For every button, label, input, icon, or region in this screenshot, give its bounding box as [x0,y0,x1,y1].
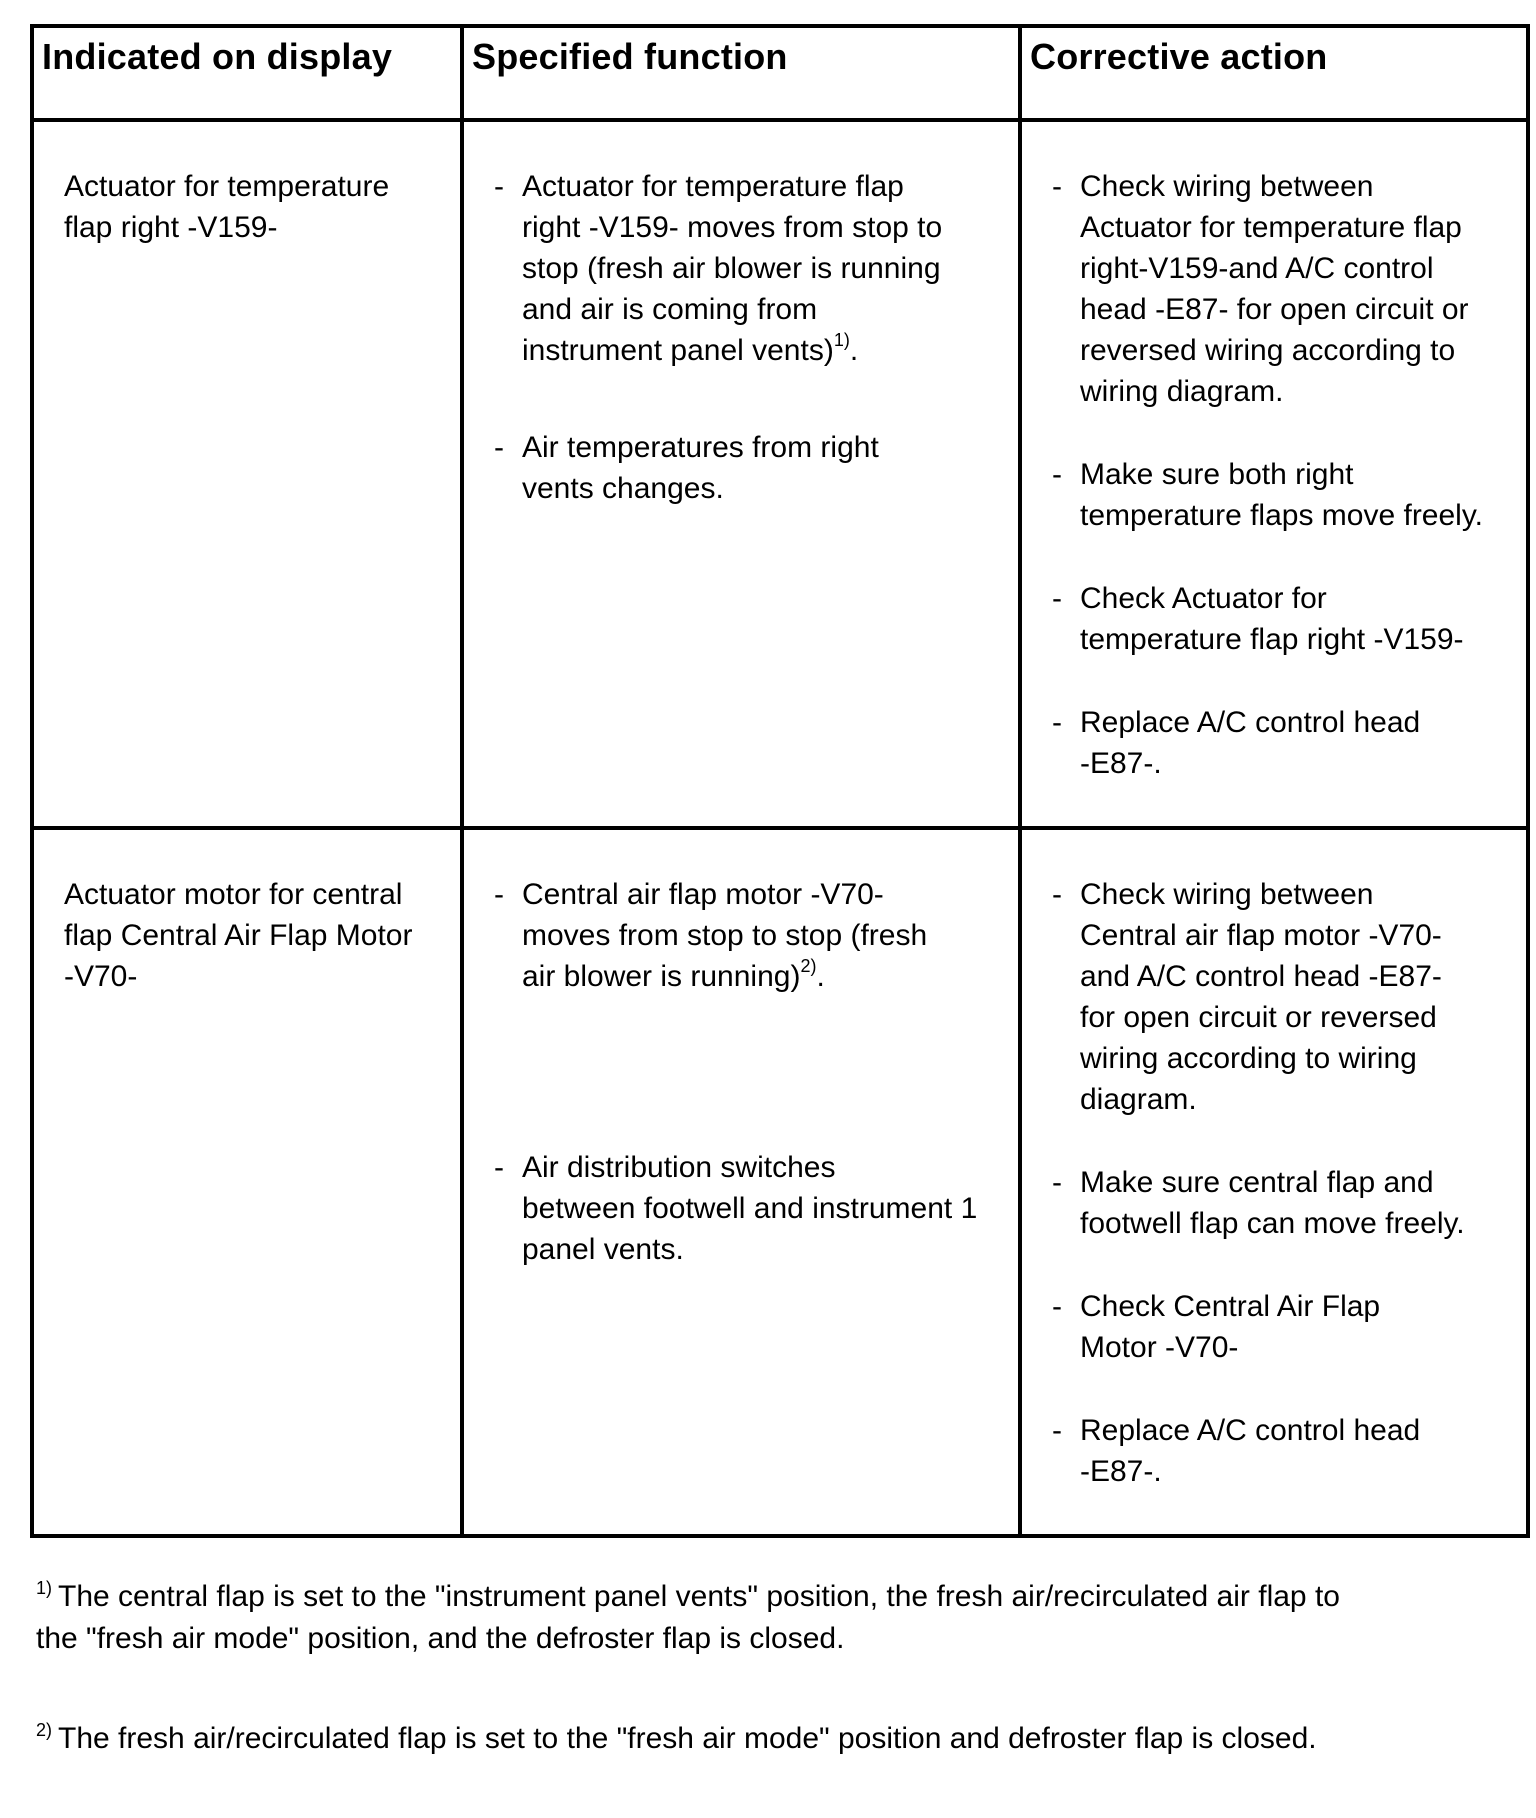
footnote-marker: 2) [36,1720,53,1740]
diagnostic-table [30,24,1530,1538]
table-row [32,828,1528,1536]
list-item: - Check Central Air Flap Motor -V70- [1052,1286,1502,1368]
indicated-cell [32,828,462,1536]
function-cell [462,120,1020,828]
footnote-text: The central flap is set to the "instrument panel vents" position, the fresh air/recirculated air flap to the "fresh air mode" position, and the defroster flap is closed. [36,1580,1340,1655]
function-list [464,830,1018,1270]
footnote-text: The fresh air/recirculated flap is set to the "fresh air mode" position and defroster flap is closed. [58,1722,1317,1755]
indicated-cell [32,120,462,828]
footnote-ref: 1) [833,330,850,350]
header-indicated-on-display: Indicated on display [32,26,462,120]
list-item: - Replace A/C control head -E87-. [1052,1410,1502,1492]
function-list [464,122,1018,509]
footnote-ref: 2) [800,956,817,976]
footnotes [36,1576,1516,1818]
action-list [1022,830,1526,1492]
function-text: Actuator for temperature flap right -V159- moves from stop to stop (fresh air blower is running and air is coming from instrument panel vents) [522,170,943,367]
function-text: Central air flap motor -V70- moves from stop to stop (fresh air blower is running) [522,878,928,993]
list-item [494,1147,994,1270]
function-text: Air temperatures from right vents changes. [522,431,879,505]
header-specified-function: Specified function [462,26,1020,120]
footnote [36,1576,1516,1660]
list-item: - Make sure central flap and footwell flap can move freely. [1052,1162,1502,1244]
list-item: - Replace A/C control head -E87-. [1052,702,1502,784]
indicated-text: Actuator motor for central flap Central Air Flap Motor -V70- [64,878,413,993]
footnote [36,1718,1516,1760]
indicated-text: Actuator for temperature flap right -V159- [64,170,390,244]
action-cell [1020,120,1528,828]
footnote-marker: 1) [36,1578,53,1598]
header-corrective-action: Corrective action [1020,26,1528,120]
function-tail: . [816,960,825,993]
list-item [494,874,994,997]
list-item: - Make sure both right temperature flaps move freely. [1052,454,1502,536]
action-cell [1020,828,1528,1536]
list-item: - Check Actuator for temperature flap right -V159- [1052,578,1502,660]
action-list [1022,122,1526,784]
table-header-row [32,26,1528,120]
function-text: Air distribution switches between footwell and instrument 1 panel vents. [522,1151,978,1266]
function-tail: . [849,334,859,367]
table-row [32,120,1528,828]
list-item: - Check wiring between Central air flap motor -V70- and A/C control head -E87- for open circuit or reversed wiring according to wiring diagram. [1052,874,1502,1120]
function-cell [462,828,1020,1536]
list-item [494,166,994,371]
list-item: - Check wiring between Actuator for temperature flap right-V159-and A/C control head -E87- for open circuit or reversed wiring according to wiring diagram. [1052,166,1502,412]
list-item [494,427,994,509]
